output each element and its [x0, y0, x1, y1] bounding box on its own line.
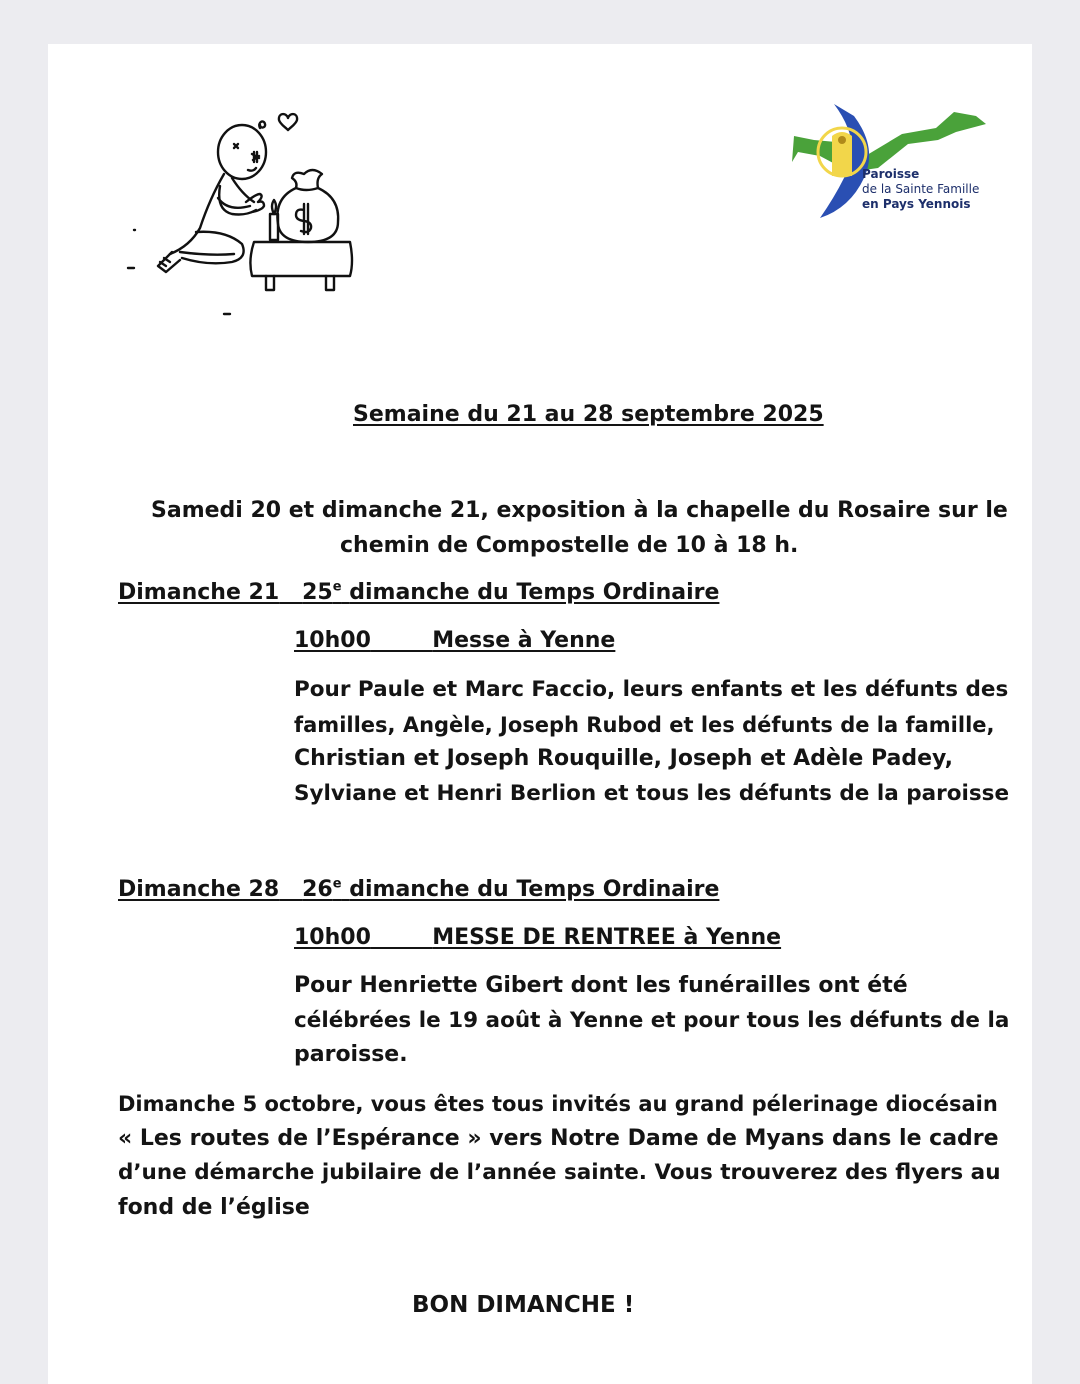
sunday2-ordinal: e [332, 876, 342, 892]
exposition-line-1: Samedi 20 et dimanche 21, exposition à la chapelle du Rosaire sur le [151, 498, 1008, 523]
sunday2-intention-3: paroisse. [294, 1042, 408, 1067]
sunday2-intention-2: célébrées le 19 août à Yenne et pour tous les défunts de la [294, 1008, 1010, 1033]
sunday2-time: 10h00 [294, 925, 371, 950]
sunday1-number: 25 [302, 580, 333, 605]
sunday2-number: 26 [302, 877, 333, 902]
pilgrimage-line-4: fond de l’église [118, 1195, 310, 1220]
logo-line-1: Paroisse [862, 167, 920, 181]
sunday2-heading [118, 873, 719, 907]
pilgrimage-line-1: Dimanche 5 octobre, vous êtes tous invités au grand pélerinage diocésain [118, 1092, 998, 1116]
praying-man-money-illustration [120, 102, 360, 322]
sunday2-intention-1: Pour Henriette Gibert dont les funérailles ont été [294, 973, 908, 998]
sunday1-ordinal: e [332, 579, 342, 595]
pilgrimage-line-2: « Les routes de l’Espérance » vers Notre Dame de Myans dans le cadre [118, 1126, 999, 1151]
exposition-line-2: chemin de Compostelle de 10 à 18 h. [340, 533, 799, 558]
closing-greeting: BON DIMANCHE ! [412, 1292, 635, 1318]
sunday1-intention-4: Sylviane et Henri Berlion et tous les défunts de la paroisse [294, 781, 1010, 806]
sunday1-time: 10h00 [294, 628, 371, 653]
sunday1-mass: Messe à Yenne [432, 628, 616, 653]
parish-logo-text [862, 167, 979, 212]
sunday2-mass-line [294, 921, 781, 955]
sunday1-title: dimanche du Temps Ordinaire [349, 580, 720, 605]
sunday1-mass-line [294, 624, 615, 658]
week-title: Semaine du 21 au 28 septembre 2025 [353, 402, 824, 427]
sunday2-day: Dimanche 28 [118, 877, 280, 902]
logo-line-3: en Pays Yennois [862, 197, 971, 211]
sunday1-day: Dimanche 21 [118, 580, 280, 605]
pilgrimage-line-3: d’une démarche jubilaire de l’année sainte. Vous trouverez des flyers au [118, 1160, 1001, 1185]
logo-line-2: de la Sainte Famille [862, 182, 980, 196]
sunday2-mass: MESSE DE RENTREE à Yenne [432, 925, 782, 950]
sunday1-intention-1: Pour Paule et Marc Faccio, leurs enfants et les défunts des [294, 677, 1009, 702]
sunday2-title: dimanche du Temps Ordinaire [349, 877, 720, 902]
sunday1-intention-2: familles, Angèle, Joseph Rubod et les défunts de la famille, [294, 713, 995, 737]
sunday1-intention-3: Christian et Joseph Rouquille, Joseph et Adèle Padey, [294, 746, 954, 771]
sunday1-heading [118, 576, 719, 610]
